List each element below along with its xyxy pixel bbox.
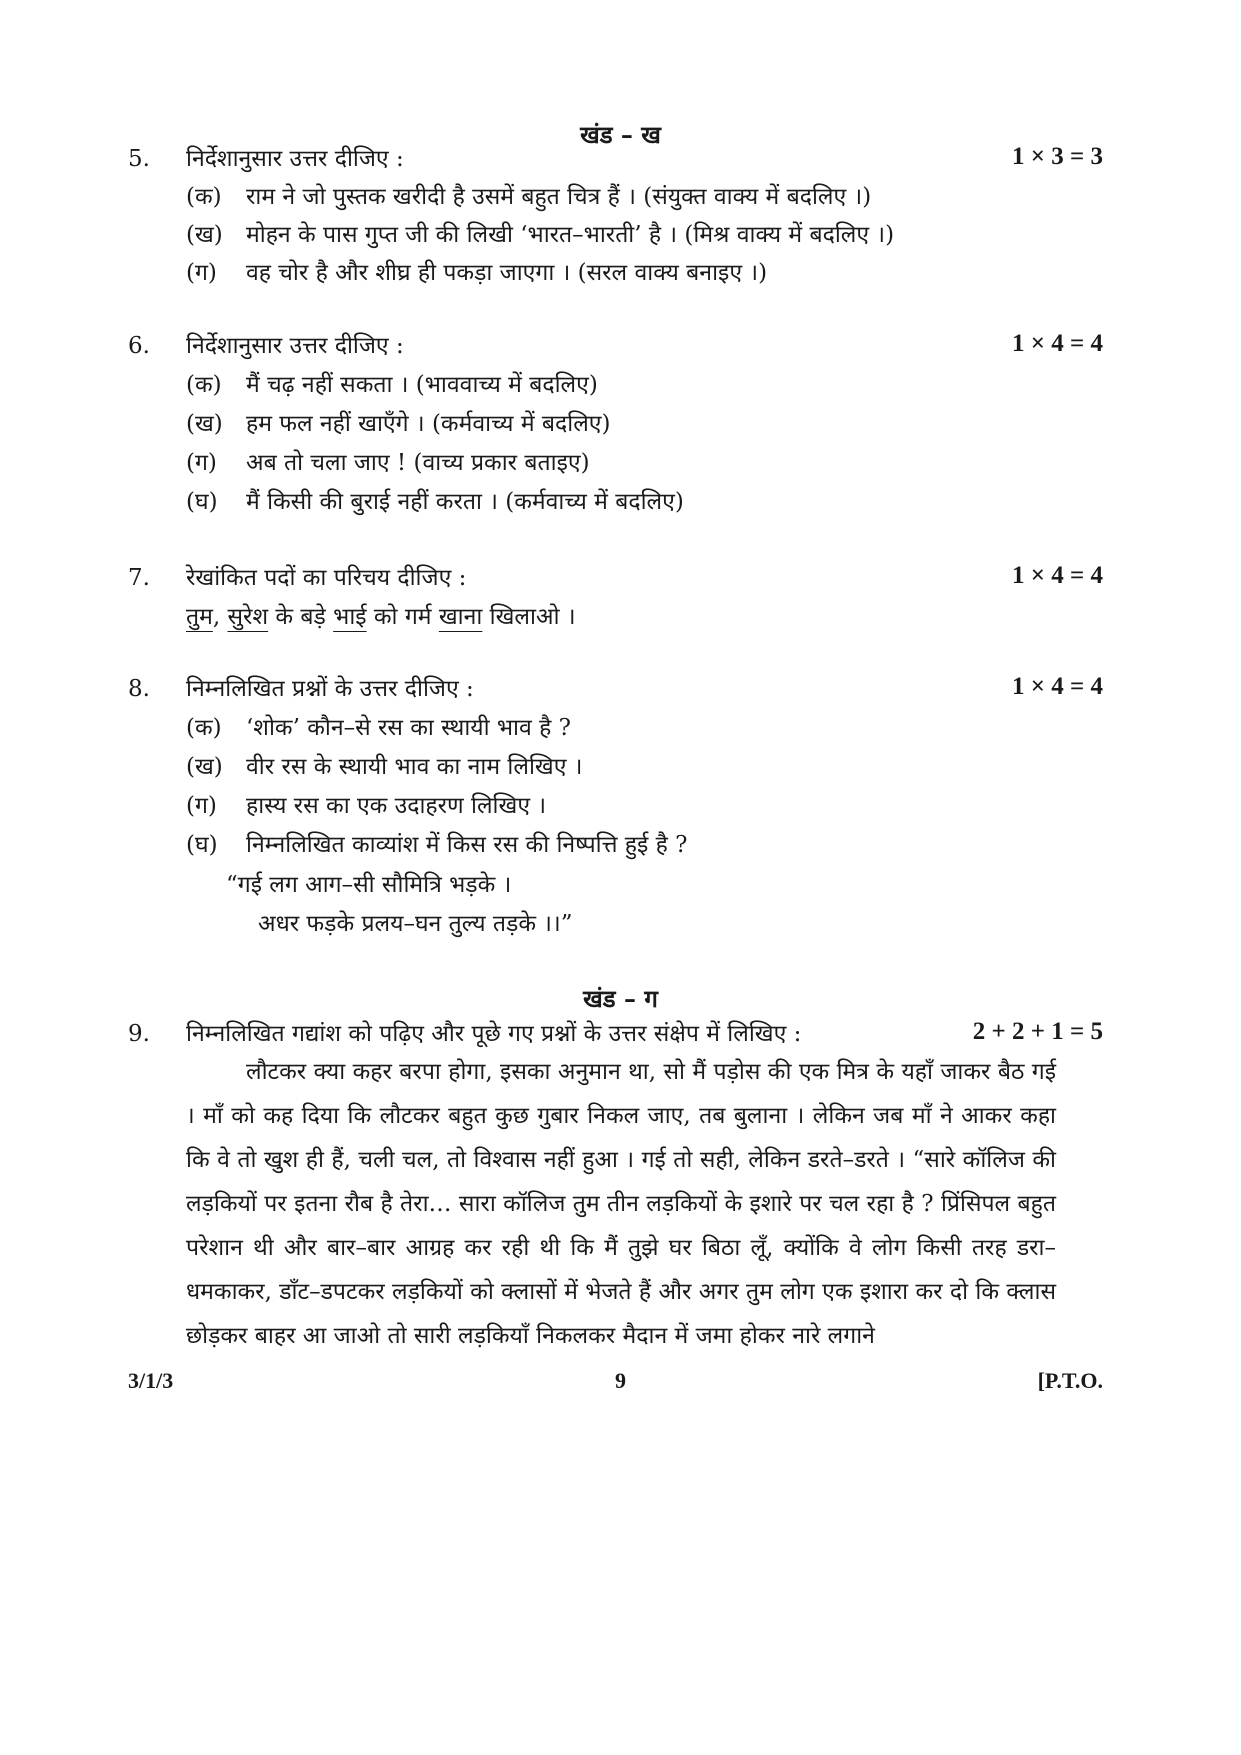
subquestion-text: हास्य रस का एक उदाहरण लिखिए । [246,793,547,819]
question-marks: 2 + 2 + 1 = 5 [972,1018,1103,1045]
subquestion-text: मोहन के पास गुप्त जी की लिखी ‘भारत–भारती’ है । (मिश्र वाक्य में बदलिए ।) [246,222,895,248]
question-number: 5. [128,146,150,172]
subquestion-label: (ग) [186,260,217,286]
question-number: 8. [128,676,150,702]
subquestion-text: राम ने जो पुस्तक खरीदी है उसमें बहुत चित्र हैं । (संयुक्त वाक्य में बदलिए ।) [246,184,872,210]
subquestion-label: (क) [186,184,222,210]
subquestion-label: (ग) [186,450,217,476]
subquestion-label: (घ) [186,832,218,858]
subquestion-label: (ख) [186,222,223,248]
subquestion-label: (ख) [186,411,223,437]
underlined-word: तुम [186,604,213,630]
section-c-heading: खंड – ग [583,984,658,1013]
verse-line: “गई लग आग–सी सौमित्रि भड़के । [226,872,512,898]
question-marks: 1 × 4 = 4 [1012,673,1103,700]
subquestion-text: निम्नलिखित काव्यांश में किस रस की निष्पत्ति हुई है ? [246,832,688,858]
subquestion-label: (घ) [186,489,218,515]
sentence-fragment: के बड़े [268,604,334,630]
subquestion-text: अब तो चला जाए ! (वाच्य प्रकार बताइए) [246,450,590,476]
page-number: 9 [615,1368,626,1393]
subquestion-text: ‘शोक’ कौन–से रस का स्थायी भाव है ? [246,715,571,741]
subquestion-label: (ग) [186,793,217,819]
subquestion-text: मैं किसी की बुराई नहीं करता । (कर्मवाच्य में बदलिए) [246,489,684,515]
underlined-word: खाना [438,604,483,630]
question-marks: 1 × 4 = 4 [1012,562,1103,589]
underlined-word: भाई [333,604,367,630]
subquestion-text: मैं चढ़ नहीं सकता । (भाववाच्य में बदलिए) [246,372,598,398]
subquestion-text: वह चोर है और शीघ्र ही पकड़ा जाएगा । (सरल वाक्य बनाइए ।) [246,260,768,286]
underlined-sentence [186,601,576,633]
subquestion-label: (ख) [186,754,223,780]
verse-line: अधर फड़के प्रलय–घन तुल्य तड़के ।।” [258,911,573,937]
subquestion-label: (क) [186,372,222,398]
passage: लौटकर क्या कहर बरपा होगा, इसका अनुमान था, सो मैं पड़ोस की एक मित्र के यहाँ जाकर बैठ गई । माँ को कह दिया कि लौटकर बहुत कुछ गुबार निकल जाए, तब बुलाना । लेकिन जब माँ ने आकर कहा कि वे तो खुश ही हैं, चली चल, तो विश्वास नहीं हुआ । गई तो सही, लेकिन डरते–डरते । “सारे कॉलिज की लड़कियों पर इतना रौब है तेरा… सारा कॉलिज तुम तीन लड़कियों के इशारे पर चल रहा है ? प्रिंसिपल बहुत परेशान थी और बार–बार आग्रह कर रही थी कि मैं तुझे घर बिठा लूँ, क्योंकि वे लोग किसी तरह डरा–धमकाकर, डाँट–डपटकर लड़कियों को क्लासों में भेजते हैं और अगर तुम लोग एक इशारा कर दो कि क्लास छोड़कर बाहर आ जाओ तो सारी लड़कियाँ निकलकर मैदान में जमा होकर नारे लगाने [186,1059,1056,1349]
section-b-heading: खंड – ख [580,120,661,149]
sentence-fragment: खिलाओ । [482,604,576,630]
question-marks: 1 × 4 = 4 [1012,330,1103,357]
question-number: 6. [128,333,150,359]
question-number: 9. [128,1021,150,1047]
paper-code: 3/1/3 [128,1368,174,1393]
question-instruction: निम्नलिखित गद्यांश को पढ़िए और पूछे गए प्रश्नों के उत्तर संक्षेप में लिखिए : [186,1021,802,1047]
pto-label: [P.T.O. [1037,1368,1103,1393]
subquestion-label: (क) [186,715,222,741]
subquestion-text: वीर रस के स्थायी भाव का नाम लिखिए । [246,754,583,780]
underlined-word: सुरेश [227,604,269,630]
question-instruction: निम्नलिखित प्रश्नों के उत्तर दीजिए : [186,676,474,702]
question-instruction: रेखांकित पदों का परिचय दीजिए : [186,565,467,591]
question-marks: 1 × 3 = 3 [1012,143,1103,170]
question-instruction: निर्देशानुसार उत्तर दीजिए : [186,333,404,359]
question-number: 7. [128,565,150,591]
question-instruction: निर्देशानुसार उत्तर दीजिए : [186,146,404,172]
subquestion-text: हम फल नहीं खाएँगे । (कर्मवाच्य में बदलिए) [246,411,611,437]
sentence-fragment: , [212,604,228,630]
sentence-fragment: को गर्म [366,604,439,630]
